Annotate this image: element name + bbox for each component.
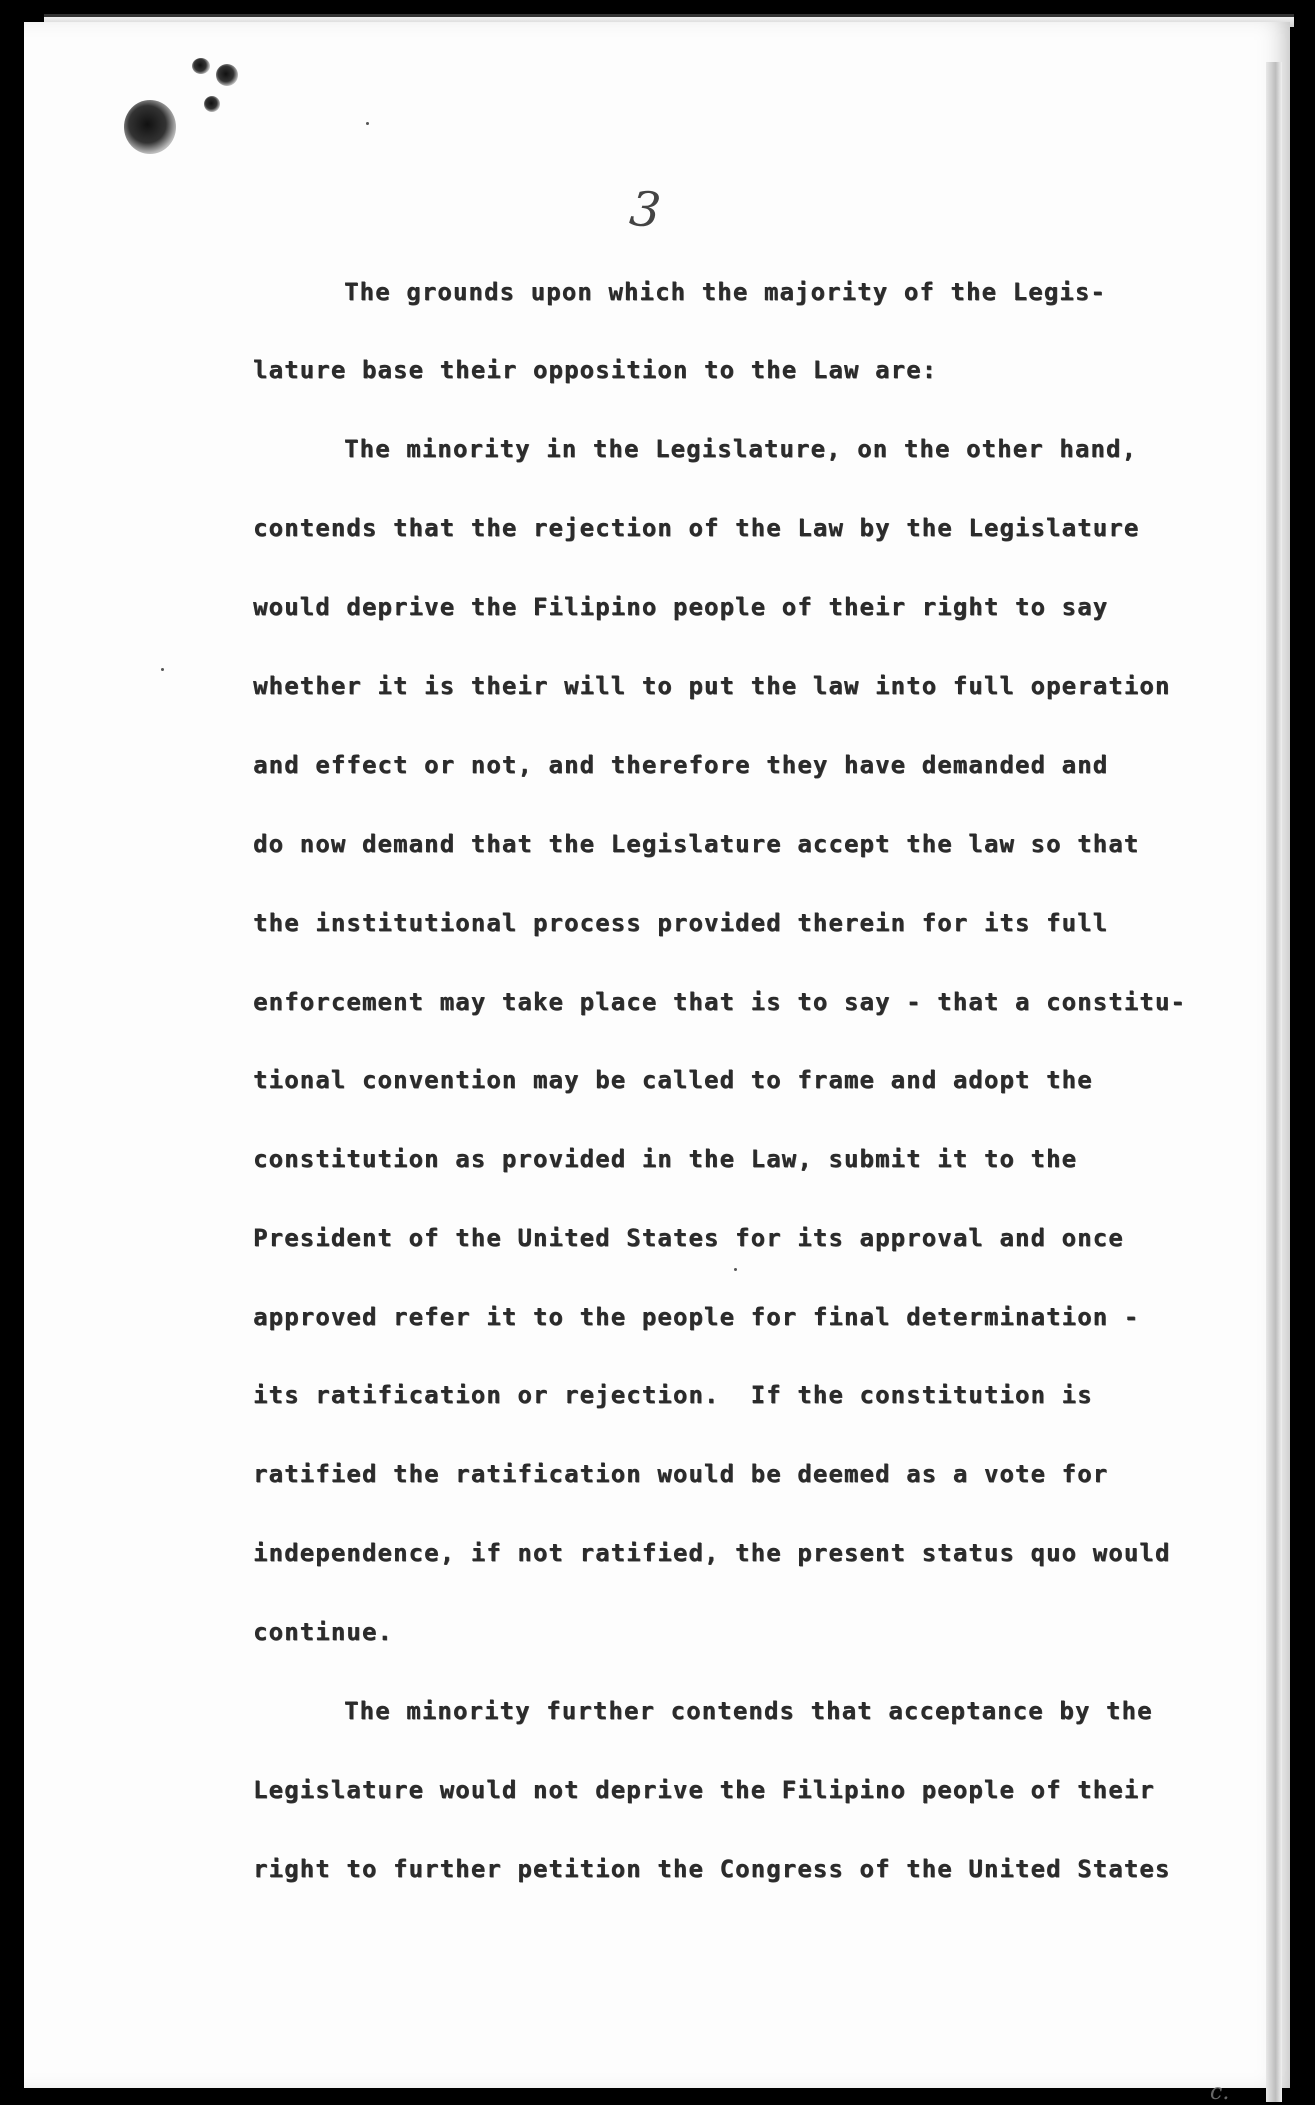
text-line: lature base their opposition to the Law are: [253,356,938,384]
text-line: would deprive the Filipino people of their right to say [253,593,1109,621]
text-line: approved refer it to the people for final determination - [253,1303,1140,1331]
text-line: and effect or not, and therefore they have demanded and [253,751,1109,779]
document-page [24,22,1290,2105]
ink-blot-small-3 [204,96,220,112]
text-line: independence, if not ratified, the present status quo would [253,1539,1171,1567]
text-line: President of the United States for its approval and once [253,1224,1124,1252]
ink-blot-small-1 [192,58,210,74]
ink-speck [734,1268,737,1271]
ink-speck [161,668,164,671]
text-line: continue. [253,1618,393,1646]
text-line: The grounds upon which the majority of the Legis- [344,278,1106,306]
ink-speck [366,122,369,125]
text-line: contends that the rejection of the Law by the Legislature [253,514,1140,542]
handwritten-page-number: 3 [627,180,664,240]
text-line: ratified the ratification would be deemed as a vote for [253,1460,1109,1488]
text-line: the institutional process provided therein for its full [253,909,1109,937]
text-line: The minority in the Legislature, on the other hand, [344,435,1138,463]
text-line: enforcement may take place that is to say - that a constitu- [253,988,1186,1016]
text-line: its ratification or rejection. If the constitution is [253,1381,1093,1409]
text-line: tional convention may be called to frame and adopt the [253,1066,1093,1094]
ink-blot-small-2 [216,64,238,86]
text-line: Legislature would not deprive the Filipino people of their [253,1776,1155,1804]
text-line: do now demand that the Legislature accept the law so that [253,830,1140,858]
text-line: right to further petition the Congress of the United States [253,1855,1171,1883]
text-line: whether it is their will to put the law into full operation [253,672,1171,700]
text-line: constitution as provided in the Law, submit it to the [253,1145,1078,1173]
text-line: The minority further contends that acceptance by the [344,1697,1153,1725]
page-right-edge [1266,62,1282,2102]
corner-handwritten-mark: c. [1210,2080,1230,2105]
ink-blot-large [124,100,176,154]
